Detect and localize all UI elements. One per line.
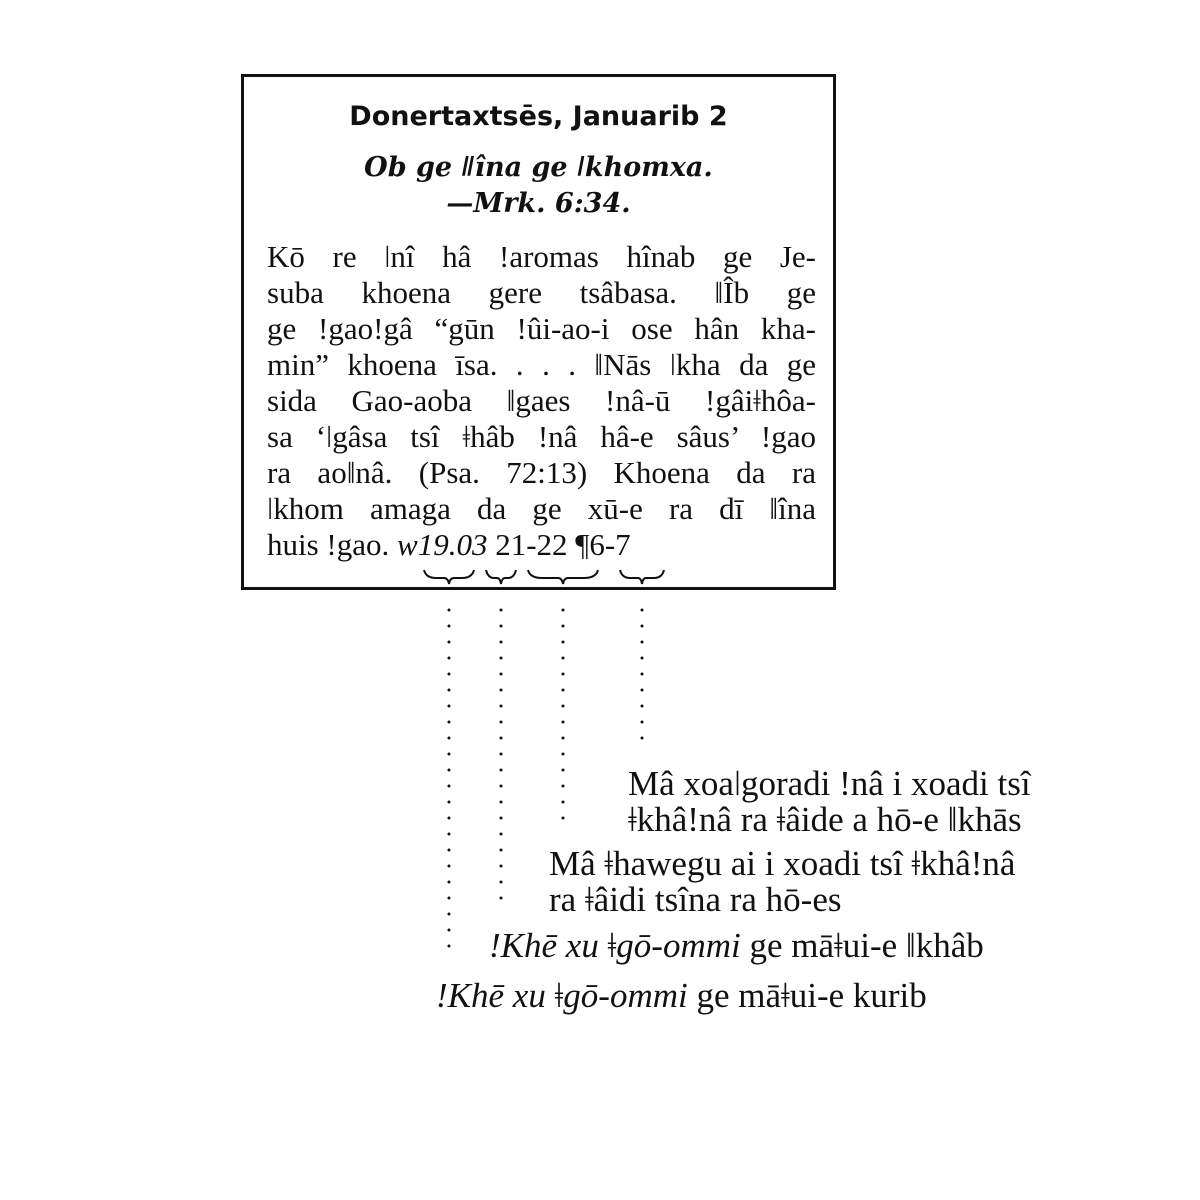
body-text-line: min” khoena īsa. . . . ǁNās ǀkha da ge — [267, 347, 816, 382]
body-text-line: Kō re ǀnî hâ ǃaromas hînab ge Je- — [267, 239, 816, 274]
reference-paragraph: ¶6-7 — [575, 527, 631, 562]
label-pages — [549, 846, 1015, 918]
label-pages-line1: Mâ ǂhawegu ai i xoadi tsî ǂkhâǃnâ — [549, 844, 1016, 883]
brace-issue — [486, 570, 516, 584]
label-paragraph-line1: Mâ xoaǀgoradi ǃnâ i xoadi tsî — [628, 764, 1031, 803]
reference-issue: 03 — [456, 527, 488, 562]
label-publication-italic: ǃKhē xu ǂgō-ommi — [436, 976, 688, 1015]
label-publication-rest: ge māǂui-e kurib — [687, 976, 927, 1015]
theme-scripture-text: Ob ge ǁîna ge ǀkhomxa. — [364, 152, 713, 183]
brace-pages — [528, 570, 598, 584]
body-text-line: sa ‘ǀgâsa tsî ǂhâb ǃnâ hâ-e sâus’ ǃgao — [267, 419, 816, 454]
label-paragraph — [628, 766, 1031, 838]
body-text-line: suba khoena gere tsâbasa. ǁÎb ge — [267, 275, 816, 310]
label-pages-line2: ra ǂâidi tsîna ra hō-es — [549, 880, 842, 919]
label-publication — [436, 978, 927, 1014]
label-paragraph-line2: ǂkhâǃnâ ra ǂâide a hō-e ǁkhās — [628, 800, 1022, 839]
label-issue — [489, 928, 984, 964]
body-text-line: ǀkhom amaga da ge xū-e ra dī ǁîna — [267, 491, 816, 526]
label-issue-rest: ge māǂui-e ǁkhâb — [740, 926, 984, 965]
label-issue-italic: ǃKhē xu ǂgō-ommi — [489, 926, 741, 965]
body-text-line: sida Gao-aoba ǁgaes ǃnâ-ū ǃgâiǂhôa- — [267, 383, 816, 418]
reference-pages: 21-22 — [495, 527, 568, 562]
brace-paragraph — [620, 570, 664, 584]
date-heading: Donertaxtsēs, Januarib 2 — [349, 101, 728, 132]
body-text-line: ra aoǁnâ. (Psa. 72:13) Khoena da ra — [267, 455, 816, 490]
brace-publication — [424, 570, 474, 584]
body-text-ending: huis ǃgao. — [267, 527, 390, 562]
reference-publication: w19 — [397, 527, 449, 562]
reference-separator: . — [448, 527, 457, 562]
theme-scripture-citation: —Mrk. 6:34. — [446, 188, 631, 219]
body-text-line: ge ǃgaoǃgâ “gūn ǃûi-ao-i ose hân kha- — [267, 311, 816, 346]
